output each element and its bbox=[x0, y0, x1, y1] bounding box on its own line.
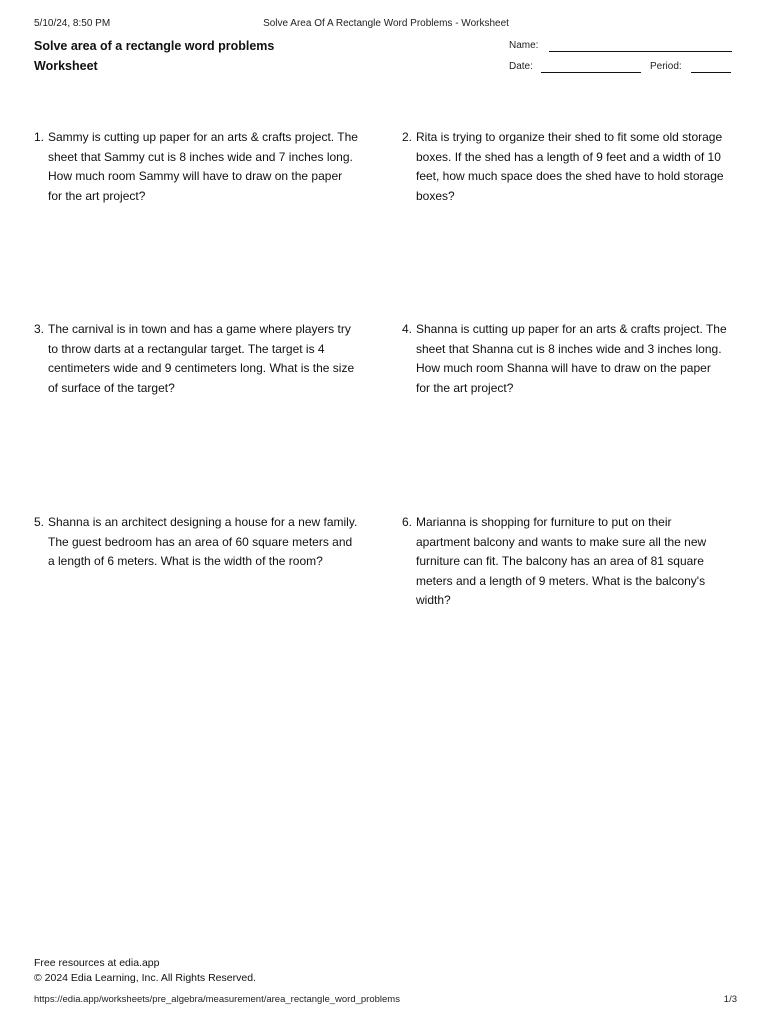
problem-text: The carnival is in town and has a game where players try to throw darts at a rectangular target. The target is 4 centimeters wide and 9 centimeters long. What is the size of surface of the target? bbox=[48, 322, 355, 395]
problem-number: 1. bbox=[34, 130, 45, 144]
footer-copyright: © 2024 Edia Learning, Inc. All Rights Reserved. bbox=[34, 972, 256, 984]
problem-text: Rita is trying to organize their shed to fit some old storage boxes. If the shed has a length of 9 feet and a width of 10 feet, how much space does the shed have to hold storage boxes? bbox=[416, 130, 724, 203]
page-footer bbox=[34, 956, 256, 986]
student-info-fields bbox=[509, 40, 734, 82]
problem-text: Marianna is shopping for furniture to put on their apartment balcony and wants to make sure all the new furniture can fit. The balcony has an area of 81 square meters and a length of 9 meters. What is the balcony's width? bbox=[416, 515, 707, 607]
print-datetime: 5/10/24, 8:50 PM bbox=[34, 18, 111, 29]
problem-3 bbox=[34, 320, 359, 398]
problem-number: 5. bbox=[34, 515, 45, 529]
problem-2 bbox=[402, 128, 727, 206]
print-document-title: Solve Area Of A Rectangle Word Problems - Worksheet bbox=[263, 18, 509, 29]
name-field-row bbox=[509, 40, 734, 61]
date-period-field-row bbox=[509, 61, 734, 82]
worksheet-title bbox=[34, 36, 334, 76]
problem-text: Shanna is an architect designing a house for a new family. The guest bedroom has an area of 60 square meters and a length of 6 meters. What is the width of the room? bbox=[48, 515, 358, 568]
print-url: https://edia.app/worksheets/pre_algebra/measurement/area_rectangle_word_problems bbox=[34, 994, 400, 1005]
worksheet-title-line-2: Worksheet bbox=[34, 59, 98, 73]
period-label: Period: bbox=[650, 61, 682, 72]
print-footer bbox=[34, 994, 737, 1008]
problem-4 bbox=[402, 320, 727, 398]
problem-text: Sammy is cutting up paper for an arts & crafts project. The sheet that Sammy cut is 8 inches wide and 7 inches long. How much room Sammy will have to draw on the paper for the art project? bbox=[48, 130, 358, 203]
problem-6 bbox=[402, 513, 727, 611]
problem-number: 3. bbox=[34, 322, 45, 336]
name-line[interactable] bbox=[549, 51, 732, 52]
date-label: Date: bbox=[509, 61, 533, 72]
problem-1 bbox=[34, 128, 359, 206]
problem-number: 6. bbox=[402, 515, 413, 529]
problem-5 bbox=[34, 513, 359, 572]
worksheet-title-line-1: Solve area of a rectangle word problems bbox=[34, 39, 275, 53]
page-number: 1/3 bbox=[723, 994, 737, 1005]
print-header bbox=[34, 18, 738, 32]
problem-number: 4. bbox=[402, 322, 413, 336]
name-label: Name: bbox=[509, 40, 539, 51]
footer-resources-link[interactable]: Free resources at edia.app bbox=[34, 957, 160, 969]
problem-text: Shanna is cutting up paper for an arts & crafts project. The sheet that Shanna cut is 8 inches wide and 3 inches long. How much room Shanna will have to draw on the paper for the art project? bbox=[416, 322, 727, 395]
problem-number: 2. bbox=[402, 130, 413, 144]
period-line[interactable] bbox=[691, 72, 731, 73]
date-line[interactable] bbox=[541, 72, 641, 73]
